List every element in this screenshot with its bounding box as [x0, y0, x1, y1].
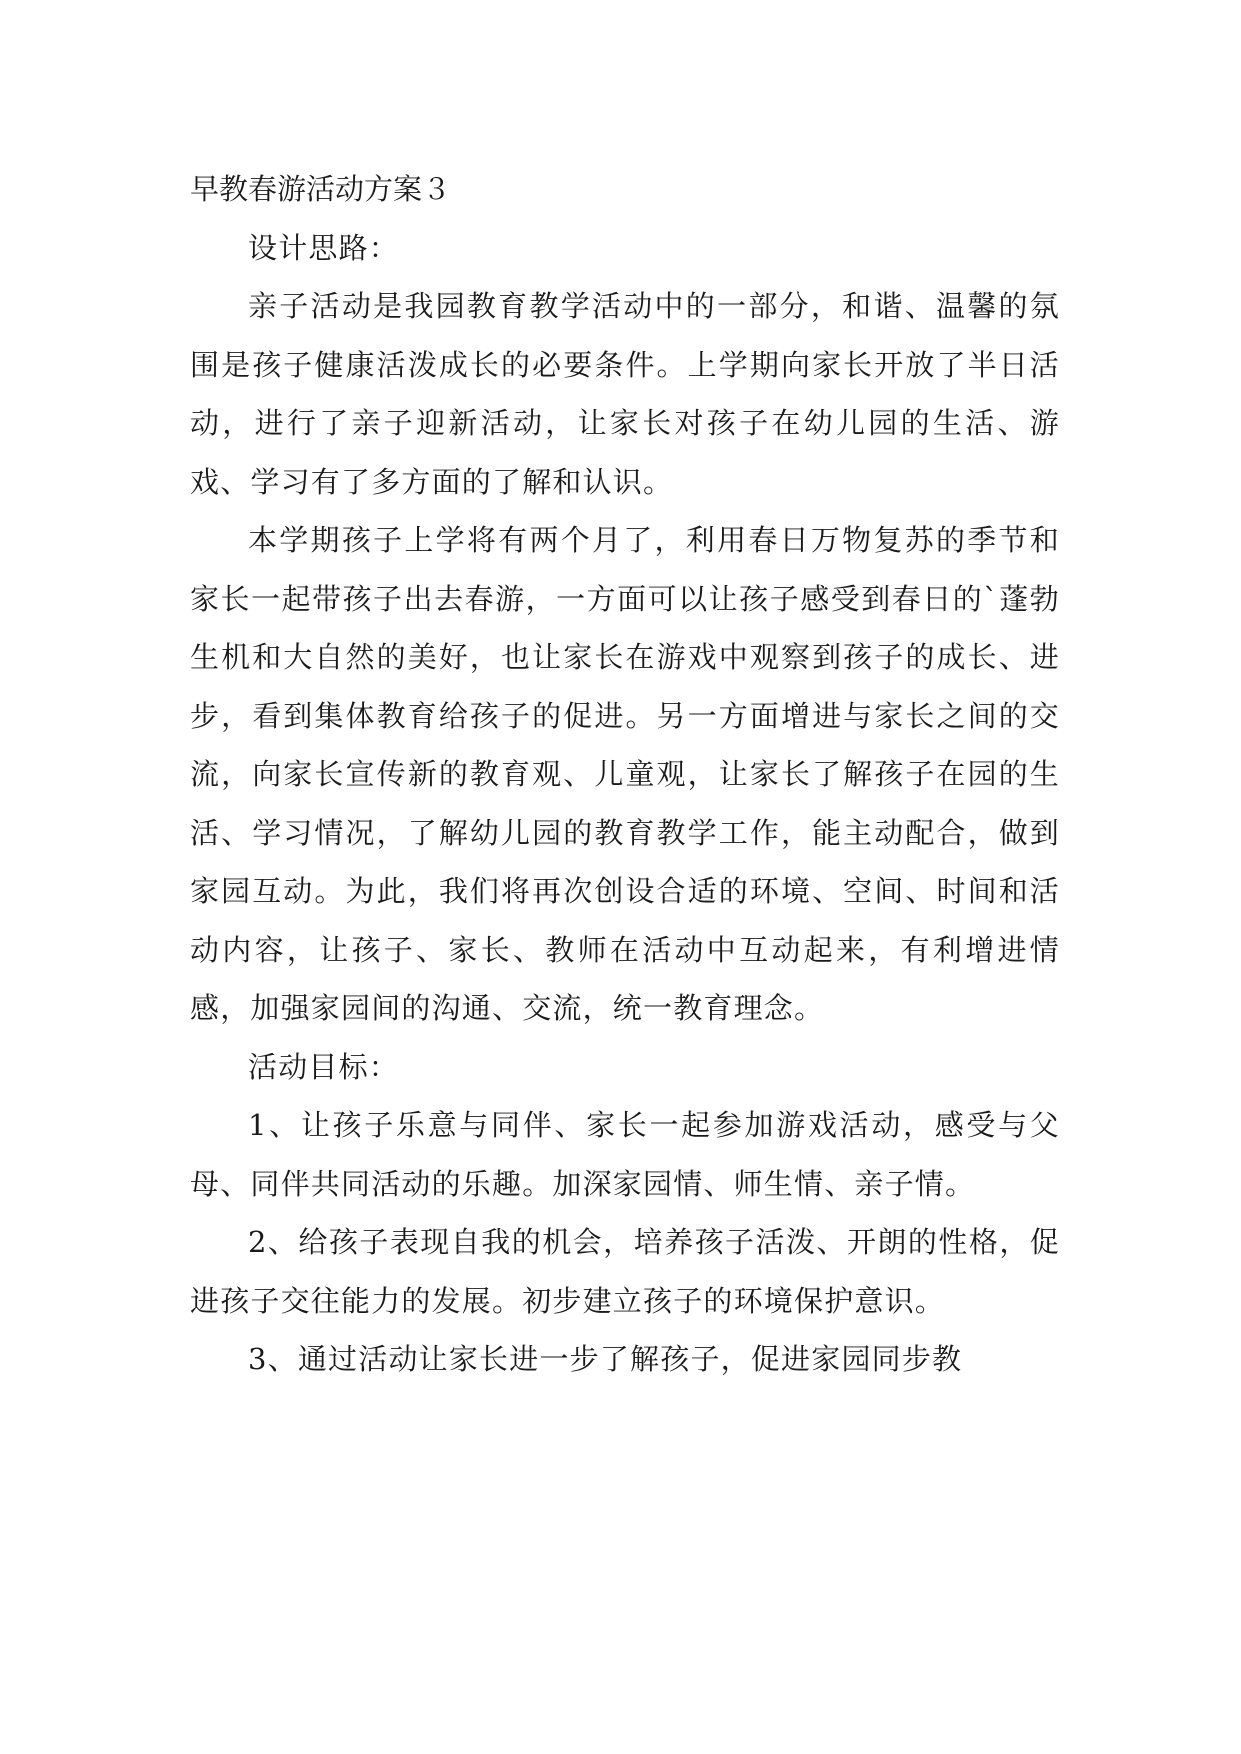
paragraph-parent-child-activity: 亲子活动是我园教育教学活动中的一部分，和谐、温馨的氛围是孩子健康活泼成长的必要条件。上学期向家长开放了半日活动，进行了亲子迎新活动，让家长对孩子在幼儿园的生活、游戏、学习有了多方面的了解和认识。 [190, 289, 1060, 499]
goal-item-3: 3、通过活动让家长进一步了解孩子，促进家园同步教 [248, 1342, 963, 1376]
document-title: 早教春游活动方案３ [190, 172, 452, 206]
goal-item-2: 2、给孩子表现自我的机会，培养孩子活泼、开朗的性格，促进孩子交往能力的发展。初步建立孩子的环境保护意识。 [190, 1225, 1060, 1318]
section-heading-activity-goals: 活动目标： [248, 1049, 400, 1084]
paragraph-spring-outing: 本学期孩子上学将有两个月了，利用春日万物复苏的季节和家长一起带孩子出去春游，一方面可以让孩子感受到春日的`蓬勃生机和大自然的美好，也让家长在游戏中观察到孩子的成长、进步，看到集体教育给孩子的促进。另一方面增进与家长之间的交流，向家长宣传新的教育观、儿童观，让家长了解孩子在园的生活、学习情况，了解幼儿园的教育教学工作，能主动配合，做到家园互动。为此，我们将再次创设合适的环境、空间、时间和活动内容，让孩子、家长、教师在活动中互动起来，有利增进情感，加强家园间的沟通、交流，统一教育理念。 [190, 523, 1060, 1025]
document-body [190, 160, 1060, 1389]
section-heading-design-idea: 设计思路： [248, 230, 400, 265]
goal-item-1: 1、让孩子乐意与同伴、家长一起参加游戏活动，感受与父母、同伴共同活动的乐趣。加深家园情、师生情、亲子情。 [190, 1108, 1060, 1201]
